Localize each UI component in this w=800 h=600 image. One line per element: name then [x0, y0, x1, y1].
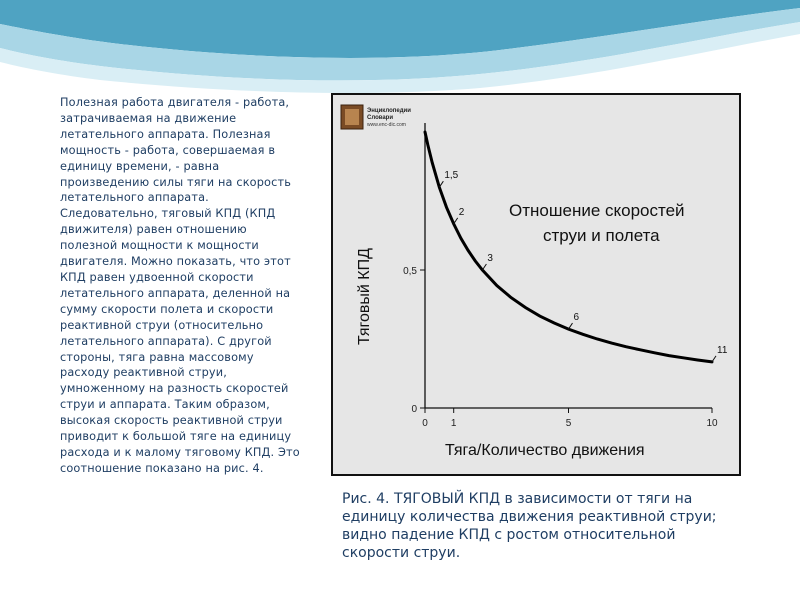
- point-label-leader: [482, 264, 486, 270]
- point-label: 6: [573, 312, 580, 324]
- series-line: [425, 132, 712, 362]
- logo: [341, 105, 411, 129]
- x-tick-label: 0: [422, 418, 428, 429]
- y-tick-label: 0: [411, 404, 417, 415]
- point-label-leader: [569, 323, 573, 329]
- logo-book-page: [345, 109, 359, 125]
- chart-svg: [333, 95, 739, 474]
- chart-frame: [331, 93, 741, 476]
- body-paragraph: Полезная работа двигателя - работа, затрачиваемая на движение летательного аппарата. Полезная мощность - работа, совершаемая в единицу времени, - равна произведению силы тяги на скорость летательного аппарата. Следовательно, тяговый КПД (КПД движителя) равен отношению полезной мощности к мощности двигателя. Можно показать, что этот КПД равен удвоенной скорости летательного аппарата, деленной на сумму скорости полета и скорости реактивной струи (относительно летательного аппарата). С другой стороны, тяга равна массовому расходу реактивной струи, умноженному на разность скоростей струи и аппарата. Таким образом, высокая скорость реактивной струи приводит к большой тяге на единицу расхода и к малому тяговому КПД. Это соотношение показано на рис. 4.: [60, 96, 300, 475]
- x-tick-label: 1: [450, 418, 457, 429]
- figure-caption: Рис. 4. ТЯГОВЫЙ КПД в зависимости от тяги на единицу количества движения реактивной струи; видно падение КПД с ростом относительной скорости струи.: [342, 491, 717, 561]
- y-ticks: [403, 266, 425, 415]
- x-ticks: [422, 408, 718, 429]
- x-axis-title: Тяга/Количество движения: [445, 442, 645, 459]
- point-label: 1,5: [444, 170, 459, 182]
- point-label: 11: [717, 344, 728, 356]
- annotation-line-1: Отношение скоростей: [509, 201, 685, 220]
- y-tick-label: 0,5: [403, 266, 417, 277]
- x-tick-label: 5: [565, 418, 572, 429]
- logo-line1: Энциклопедии: [367, 108, 411, 114]
- point-label: 2: [458, 206, 465, 218]
- y-axis-title: Тяговый КПД: [356, 248, 373, 345]
- point-label: 3: [487, 253, 493, 264]
- annotation-line-2: струи и полета: [543, 226, 660, 245]
- logo-url: www.enc-dic.com: [367, 122, 406, 128]
- logo-line2: Словари: [367, 115, 394, 121]
- x-tick-label: 10: [706, 418, 718, 429]
- point-label-leader: [454, 218, 458, 224]
- point-label-leader: [712, 356, 716, 362]
